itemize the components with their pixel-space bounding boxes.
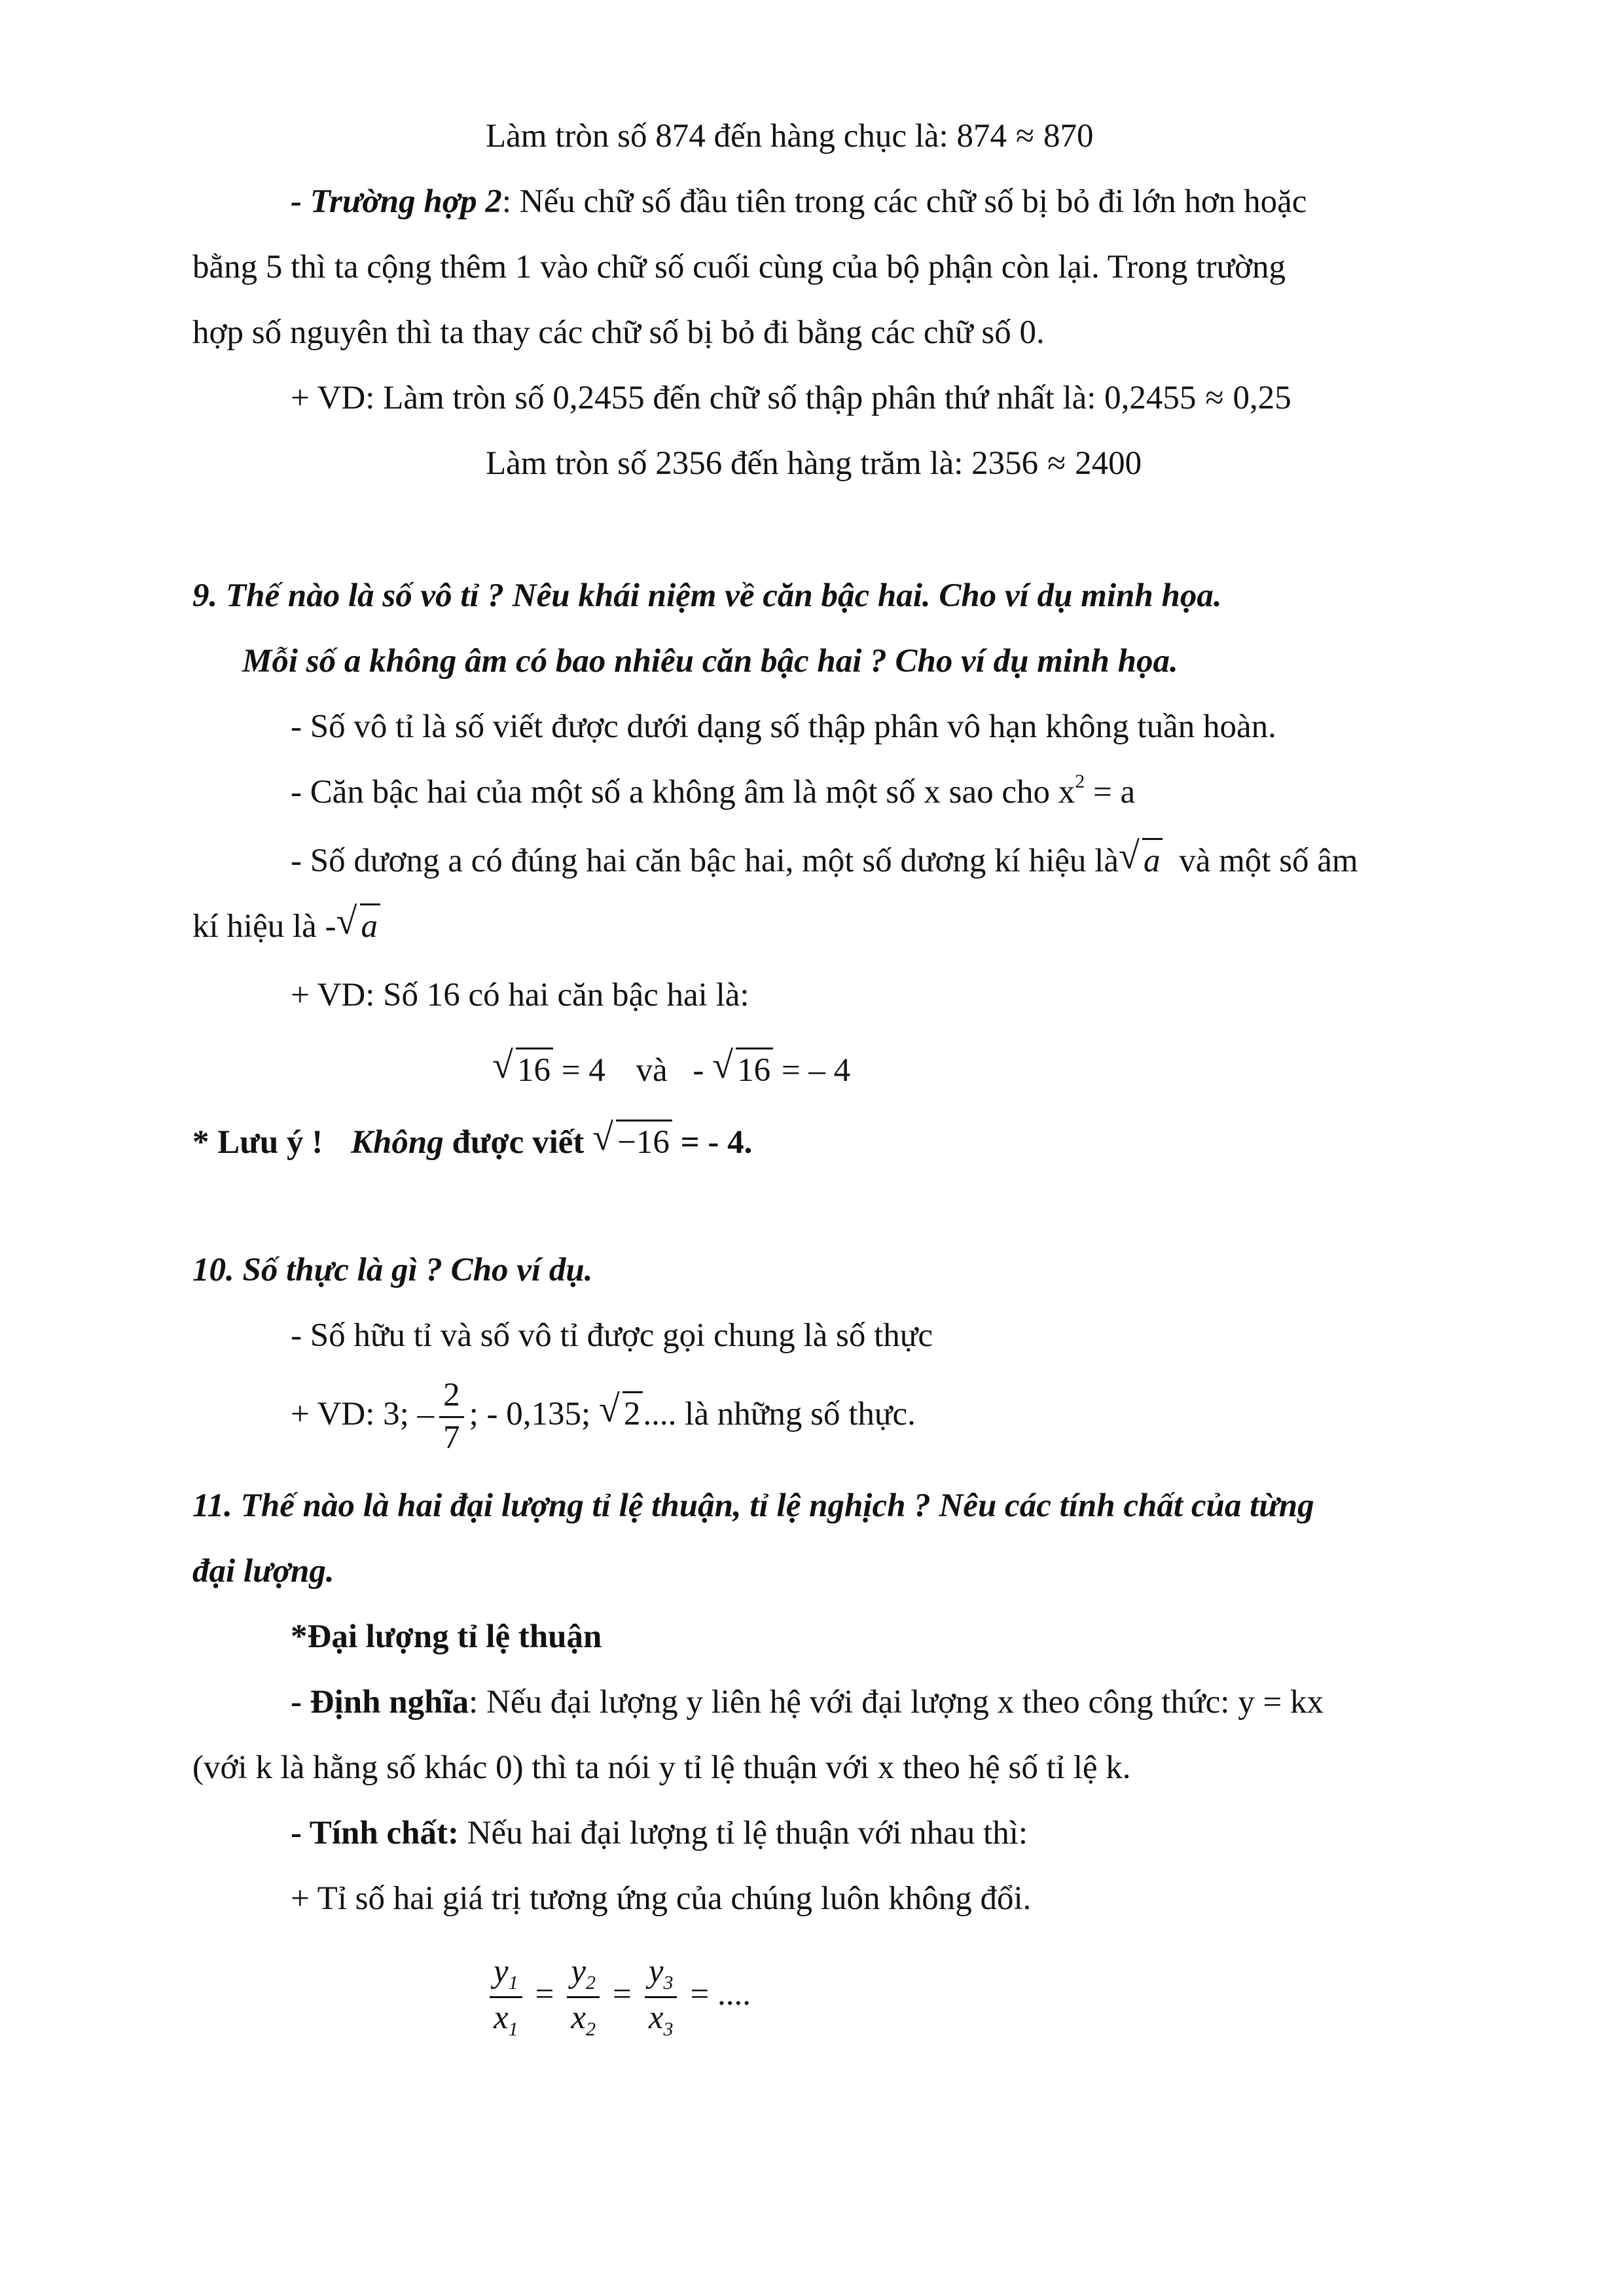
note-label: * Lưu ý !	[192, 1124, 323, 1161]
ratio-numerator: $y_2$	[567, 1954, 600, 1998]
equals-sign: =	[613, 1975, 632, 2013]
q11-heading-line-1	[192, 1486, 1314, 1526]
approx-symbol: ≈	[1047, 445, 1066, 482]
ratio-numerator: $y_1$	[490, 1954, 522, 1998]
q11-ratio-line	[291, 1879, 1031, 1919]
sqrt-neg16-symbol: √ −16	[592, 1120, 672, 1163]
note-rest: được viết	[452, 1124, 585, 1161]
q9-note	[192, 1116, 753, 1163]
prop-text: Nếu hai đại lượng tỉ lệ thuận với nhau thì:	[458, 1815, 1028, 1851]
q10-example	[291, 1378, 916, 1455]
fraction-numerator: 2	[439, 1378, 464, 1418]
sqrt-16-symbol: √ 16	[492, 1048, 553, 1091]
sqrt-a-symbol: √ a	[1119, 838, 1163, 881]
ratio-text: + Tỉ số hai giá trị tương ứng của chúng luôn không đổi.	[291, 1880, 1032, 1917]
q11-heading-text-1: 11. Thế nào là hai đại lượng tỉ lệ thuận, tỉ lệ nghịch ? Nêu các tính chất của từng	[192, 1487, 1314, 1524]
q9-heading-line-2	[242, 642, 1178, 682]
ratio-tail: = ....	[690, 1975, 751, 2013]
q9-def-irrational	[291, 707, 1276, 747]
q10-heading-text: 10. Số thực là gì ? Cho ví dụ.	[192, 1252, 593, 1288]
q9-sqrt16-equation	[492, 1044, 851, 1091]
note-not: Không	[350, 1124, 444, 1161]
q11-heading-text-2: đại lượng.	[192, 1553, 334, 1590]
fraction-denominator: 7	[443, 1419, 460, 1456]
round-874-result: 870	[1043, 118, 1094, 155]
case2-line-1	[291, 182, 1307, 222]
neg-sqrt16-value: = – 4	[781, 1052, 851, 1089]
ratio-equation	[484, 1954, 759, 2039]
q10-heading	[192, 1250, 592, 1290]
sqrt16-value: = 4	[561, 1052, 605, 1089]
neg-sqrt-a-symbol: √ a	[336, 903, 381, 947]
round-874-line	[486, 117, 1093, 156]
ratio-denominator: $x_1$	[494, 1999, 518, 2040]
example1-text: + VD: Làm tròn số 0,2455 đến chữ số thập phân thứ nhất là: 0,2455	[291, 380, 1197, 416]
approx-symbol: ≈	[1015, 118, 1034, 155]
sqrt-2-symbol: √ 2	[599, 1391, 643, 1434]
q10-def	[291, 1316, 933, 1356]
q9-def-sqrt-exponent: 2	[1075, 771, 1085, 792]
q10-example-mid: ; - 0,135;	[469, 1395, 591, 1432]
case2-line2-text: bằng 5 thì ta cộng thêm 1 vào chữ số cuối cùng của bộ phận còn lại. Trong trường	[192, 249, 1286, 285]
q9-heading-line-1	[192, 576, 1222, 616]
example2-line	[486, 444, 1142, 484]
q9-positive-text-1-end: và một số âm	[1179, 843, 1358, 879]
q9-positive-text-2: kí hiệu là -	[192, 908, 336, 945]
example2-text: Làm tròn số 2356 đến hàng trăm là: 2356	[486, 445, 1039, 482]
round-874-text: Làm tròn số 874 đến hàng chục là: 874	[486, 118, 1007, 155]
q11-direct-heading	[291, 1617, 602, 1657]
q9-positive-text-1: - Số dương a có đúng hai căn bậc hai, một số dương kí hiệu là	[291, 843, 1119, 879]
q10-def-text: - Số hữu tỉ và số vô tỉ được gọi chung là số thực	[291, 1317, 933, 1354]
radical-icon: √	[592, 1116, 613, 1158]
q9-heading-text-1: 9. Thế nào là số vô tỉ ? Nêu khái niệm về căn bậc hai. Cho ví dụ minh họa.	[192, 577, 1222, 614]
q9-def-sqrt-end: = a	[1085, 774, 1136, 811]
radical-icon: √	[336, 900, 357, 942]
q10-example-end: .... là những số thực.	[643, 1395, 916, 1432]
q11-heading-line-2	[192, 1552, 334, 1592]
q11-def-line-2	[192, 1748, 1131, 1788]
equals-sign: =	[535, 1975, 554, 2013]
q9-def-sqrt	[291, 773, 1135, 812]
note-end: = - 4.	[680, 1124, 753, 1161]
frac-sign: –	[417, 1395, 435, 1432]
def-label: - Định nghĩa	[291, 1684, 469, 1721]
ratio-numerator: $y_3$	[645, 1954, 677, 1998]
example1-result: 0,25	[1233, 380, 1291, 416]
q10-example-start: + VD: 3;	[291, 1395, 409, 1432]
q9-positive-line-1	[291, 834, 1358, 881]
ratio-y3-x3	[645, 1954, 677, 2039]
q9-def-irrational-text: - Số vô tỉ là số viết được dưới dạng số thập phân vô hạn không tuần hoàn.	[291, 708, 1276, 745]
radical-icon: √	[492, 1044, 513, 1086]
q11-def-line-1	[291, 1683, 1324, 1722]
q9-positive-line-2	[192, 900, 380, 947]
radical-icon: √	[598, 1387, 620, 1430]
sqrt-16-symbol-2: √ 16	[712, 1048, 773, 1091]
q9-heading-text-2: Mỗi số a không âm có bao nhiêu căn bậc hai ? Cho ví dụ minh họa.	[242, 643, 1178, 680]
fraction-2-7	[439, 1378, 464, 1455]
radical-icon: √	[712, 1044, 733, 1086]
ratio-y2-x2	[567, 1954, 600, 2039]
case2-line1-text: : Nếu chữ số đầu tiên trong các chữ số bị bỏ đi lớn hơn hoặc	[501, 183, 1307, 220]
q9-example-intro-text: + VD: Số 16 có hai căn bậc hai là:	[291, 977, 749, 1013]
and-text: và	[636, 1052, 668, 1089]
minus-sign: -	[693, 1052, 704, 1089]
q11-prop-line	[291, 1813, 1028, 1853]
example2-result: 2400	[1075, 445, 1142, 482]
case2-line-2	[192, 247, 1286, 287]
example1-line	[291, 378, 1291, 418]
prop-label: - Tính chất:	[291, 1815, 459, 1851]
q9-def-sqrt-text: - Căn bậc hai của một số a không âm là một số x sao cho x	[291, 774, 1075, 811]
q9-example-intro	[291, 975, 749, 1015]
ratio-y1-x1	[490, 1954, 522, 2039]
radical-icon: √	[1118, 834, 1140, 877]
def-line1-text: : Nếu đại lượng y liên hệ với đại lượng x theo công thức: y = kx	[469, 1684, 1324, 1721]
ratio-denominator: $x_2$	[571, 1999, 596, 2040]
def-line2-text: (với k là hằng số khác 0) thì ta nói y tỉ lệ thuận với x theo hệ số tỉ lệ k.	[192, 1749, 1131, 1786]
ratio-denominator: $x_3$	[648, 1999, 674, 2040]
direct-heading-text: *Đại lượng tỉ lệ thuận	[291, 1618, 602, 1655]
case2-line3-text: hợp số nguyên thì ta thay các chữ số bị bỏ đi bằng các chữ số 0.	[192, 314, 1045, 351]
case2-line-3	[192, 313, 1045, 353]
case2-label: - Trường hợp 2	[291, 183, 502, 220]
approx-symbol: ≈	[1205, 380, 1224, 416]
